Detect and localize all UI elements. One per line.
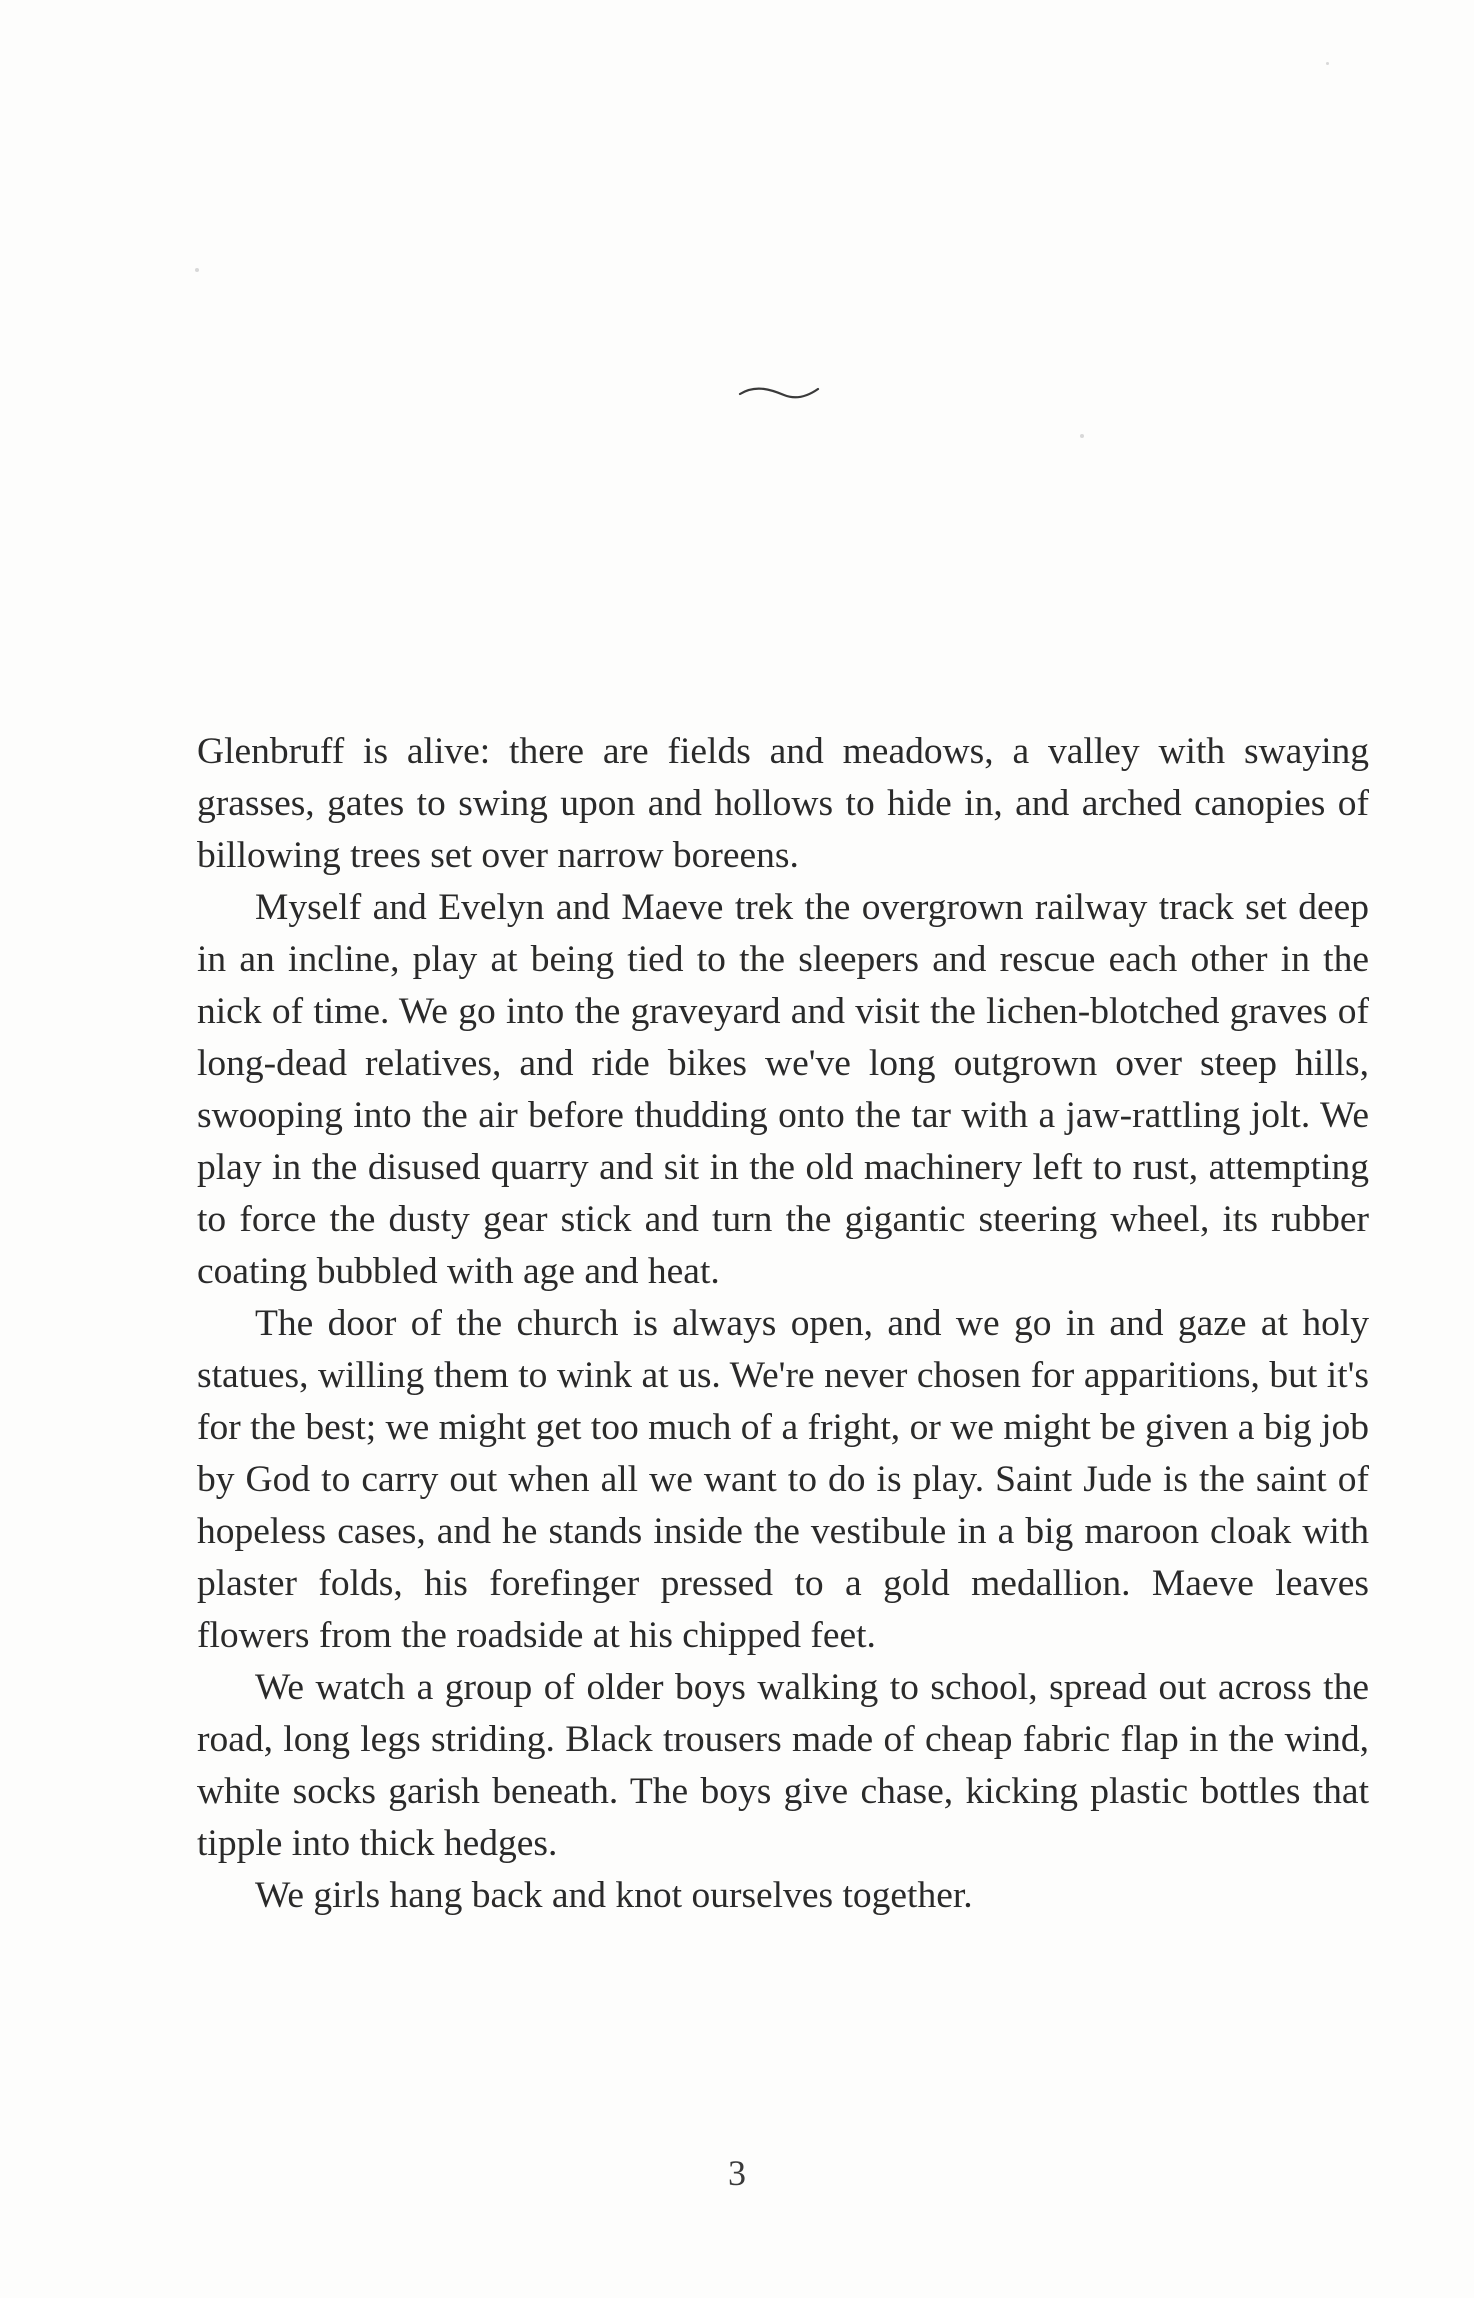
paragraph: We girls hang back and knot ourselves together. [255,1875,973,1916]
body-text [197,726,1369,1922]
paragraph: Myself and Evelyn and Maeve trek the overgrown railway track set deep in an incline, play at being tied to the sleepers and rescue each other in the nick of time. We go into the graveyard and visit the lichen-blotched graves of long-dead relatives, and ride bikes we've long outgrown over steep hills, swooping into the air before thudding onto the tar with a jaw-rattling jolt. We play in the disused quarry and sit in the old machinery left to rust, attempting to force the dusty gear stick and turn the gigantic steering wheel, its rubber coating bubbled with age and heat. [197,887,1369,1292]
paper-speck [1326,62,1329,65]
page-number: 3 [728,2153,746,2193]
paragraph: Glenbruff is alive: there are fields and meadows, a valley with swaying grasses, gates to swing upon and hollows to hide in, and arched canopies of billowing trees set over narrow boreens. [197,731,1369,876]
chapter-ornament-icon [738,380,820,404]
paper-speck [1080,434,1084,438]
paper-speck [195,268,199,272]
paragraph: The door of the church is always open, and we go in and gaze at holy statues, willing them to wink at us. We're never chosen for apparitions, but it's for the best; we might get too much of a fright, or we might be given a big job by God to carry out when all we want to do is play. Saint Jude is the saint of hopeless cases, and he stands inside the vestibule in a big maroon cloak with plaster folds, his forefinger pressed to a gold medallion. Maeve leaves flowers from the roadside at his chipped feet. [197,1303,1369,1656]
paragraph: We watch a group of older boys walking to school, spread out across the road, long legs striding. Black trousers made of cheap fabric flap in the wind, white socks garish beneath. The boys give chase, kicking plastic bottles that tipple into thick hedges. [197,1667,1369,1864]
